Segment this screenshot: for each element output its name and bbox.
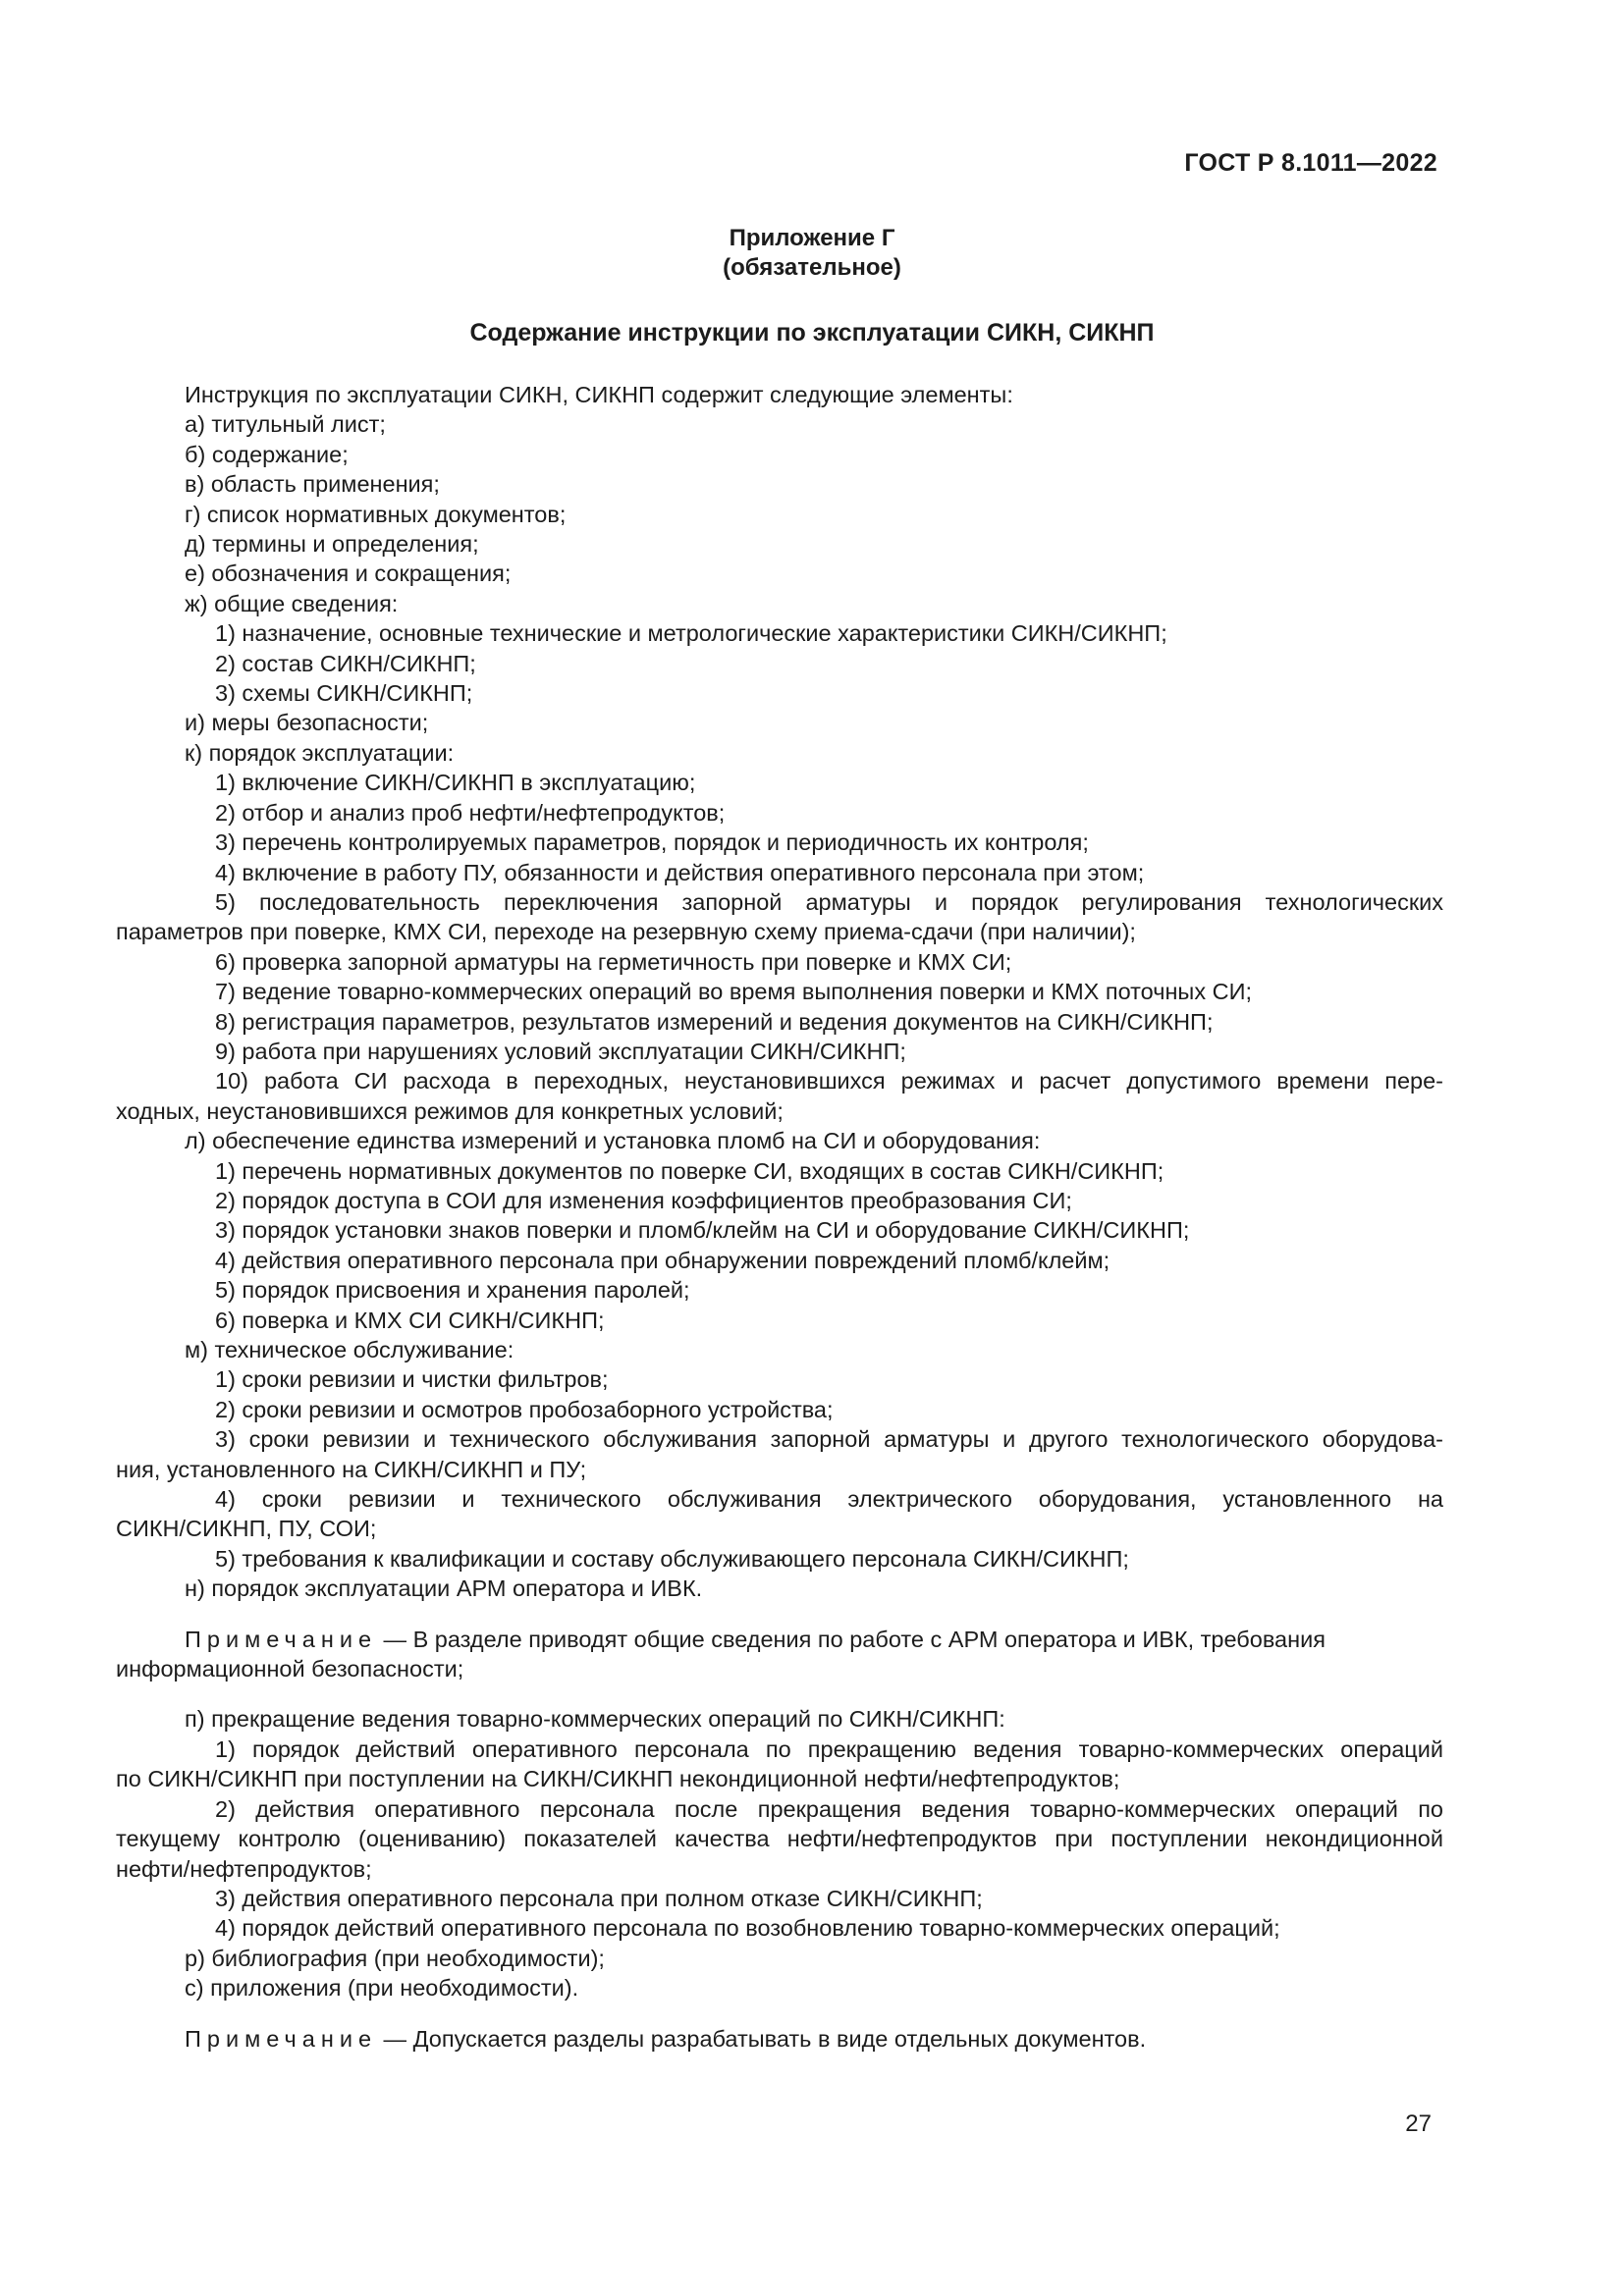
list-item-i: и) меры безопасности; — [185, 710, 429, 736]
note-2 — [116, 2024, 1443, 2054]
sublist-item: 4) действия оперативного персонала при обнаружении повреждений пломб/клейм; — [215, 1247, 1110, 1273]
sublist-item: 1) включение СИКН/СИКНП в эксплуатацию; — [215, 770, 696, 796]
sublist-item-continuation: по СИКН/СИКНП при поступлении на СИКН/СИКНП некондиционной нефти/нефтепродуктов; — [116, 1766, 1120, 1792]
sublist-item-continuation: ходных, неустановившихся режимов для конкретных условий; — [116, 1097, 784, 1124]
list-item-l: л) обеспечение единства измерений и установка пломб на СИ и оборудования: — [185, 1128, 1041, 1154]
note-1-continuation: информационной безопасности; — [116, 1656, 464, 1682]
note-text: — В разделе приводят общие сведения по работе с АРМ оператора и ИВК, требования — [377, 1626, 1326, 1652]
appendix-title: Приложение Г — [729, 225, 895, 251]
sublist-item: 1) порядок действий оперативного персонала по прекращению ведения товарно-коммерческих операций — [215, 1735, 1443, 1762]
document-body — [116, 380, 1443, 2054]
sublist-item: 6) поверка и КМХ СИ СИКН/СИКНП; — [215, 1307, 605, 1333]
list-item-b: б) содержание; — [185, 441, 349, 467]
list-item-a: а) титульный лист; — [185, 411, 386, 438]
sublist-item: 3) сроки ревизии и технического обслуживания запорной арматуры и другого технологического оборудова- — [215, 1426, 1443, 1453]
list-item-v: в) область применения; — [185, 471, 440, 498]
note-1 — [116, 1625, 1443, 1654]
sublist-item: 5) порядок присвоения и хранения паролей; — [215, 1277, 690, 1304]
list-item-k: к) порядок эксплуатации: — [185, 739, 455, 766]
section-title: Содержание инструкции по эксплуатации СИКН, СИКНП — [469, 319, 1155, 347]
sublist-item: 1) перечень нормативных документов по поверке СИ, входящих в состав СИКН/СИКНП; — [215, 1157, 1164, 1184]
sublist-item-continuation: ния, установленного на СИКН/СИКНП и ПУ; — [116, 1456, 587, 1482]
sublist-item-continuation: параметров при поверке, КМХ СИ, переходе на резервную схему приема-сдачи (при наличии); — [116, 919, 1136, 945]
sublist-item: 3) действия оперативного персонала при полном отказе СИКН/СИКНП; — [215, 1885, 983, 1911]
appendix-heading — [0, 224, 1624, 283]
sublist-item: 3) перечень контролируемых параметров, порядок и периодичность их контроля; — [215, 829, 1089, 856]
list-item-r: р) библиография (при необходимости); — [185, 1945, 605, 1971]
sublist-item: 2) сроки ревизии и осмотров пробозаборного устройства; — [215, 1396, 834, 1422]
list-item-d: д) термины и определения; — [185, 531, 479, 558]
intro-paragraph: Инструкция по эксплуатации СИКН, СИКНП содержит следующие элементы: — [185, 382, 1013, 407]
sublist-item-continuation: нефти/нефтепродуктов; — [116, 1855, 372, 1882]
sublist-item: 5) последовательность переключения запорной арматуры и порядок регулирования технологических — [215, 888, 1443, 915]
list-item-p: п) прекращение ведения товарно-коммерческих операций по СИКН/СИКНП: — [185, 1706, 1005, 1733]
sublist-item: 2) действия оперативного персонала после прекращения ведения товарно-коммерческих операций по — [215, 1795, 1443, 1822]
note-label: Примечание — [185, 2025, 378, 2052]
page-number: 27 — [1405, 2110, 1432, 2137]
sublist-item: 6) проверка запорной арматуры на герметичность при поверке и КМХ СИ; — [215, 948, 1012, 975]
note-label: Примечание — [185, 1626, 378, 1652]
note-text: — Допускается разделы разрабатывать в виде отдельных документов. — [377, 2025, 1147, 2052]
sublist-item: 7) ведение товарно-коммерческих операций во время выполнения поверки и КМХ поточных СИ; — [215, 979, 1252, 1005]
list-item-n: н) порядок эксплуатации АРМ оператора и ИВК. — [185, 1575, 703, 1602]
list-item-e: е) обозначения и сокращения; — [185, 561, 512, 587]
sublist-item: 3) схемы СИКН/СИКНП; — [215, 680, 473, 707]
sublist-item: 4) сроки ревизии и технического обслуживания электрического оборудования, установленного на — [215, 1486, 1443, 1513]
list-item-zh: ж) общие сведения: — [185, 590, 399, 616]
sublist-item: 8) регистрация параметров, результатов измерений и ведения документов на СИКН/СИКНП; — [215, 1008, 1214, 1035]
sublist-item: 3) порядок установки знаков поверки и пломб/клейм на СИ и оборудование СИКН/СИКНП; — [215, 1217, 1190, 1244]
sublist-item: 1) сроки ревизии и чистки фильтров; — [215, 1366, 609, 1393]
sublist-item: 4) порядок действий оперативного персонала по возобновлению товарно-коммерческих операций; — [215, 1915, 1280, 1942]
list-item-s: с) приложения (при необходимости). — [185, 1975, 579, 2002]
sublist-item-continuation: текущему контролю (оцениванию) показателей качества нефти/нефтепродуктов при поступлении некондиционной — [116, 1826, 1443, 1852]
sublist-item: 9) работа при нарушениях условий эксплуатации СИКН/СИКНП; — [215, 1038, 906, 1064]
sublist-item: 10) работа СИ расхода в переходных, неустановившихся режимах и расчет допустимого времени пере- — [215, 1068, 1443, 1095]
sublist-item: 2) порядок доступа в СОИ для изменения коэффициентов преобразования СИ; — [215, 1187, 1072, 1213]
sublist-item: 2) отбор и анализ проб нефти/нефтепродуктов; — [215, 799, 726, 826]
sublist-item: 5) требования к квалификации и составу обслуживающего персонала СИКН/СИКНП; — [215, 1545, 1129, 1572]
sublist-item-continuation: СИКН/СИКНП, ПУ, СОИ; — [116, 1516, 377, 1542]
appendix-status: (обязательное) — [723, 254, 901, 281]
list-item-m: м) техническое обслуживание: — [185, 1337, 514, 1362]
sublist-item: 2) состав СИКН/СИКНП; — [215, 650, 476, 676]
sublist-item: 4) включение в работу ПУ, обязанности и действия оперативного персонала при этом; — [215, 859, 1145, 885]
document-header-standard: ГОСТ Р 8.1011—2022 — [1184, 149, 1437, 177]
sublist-item: 1) назначение, основные технические и метрологические характеристики СИКН/СИКНП; — [215, 620, 1167, 647]
list-item-g: г) список нормативных документов; — [185, 501, 567, 527]
